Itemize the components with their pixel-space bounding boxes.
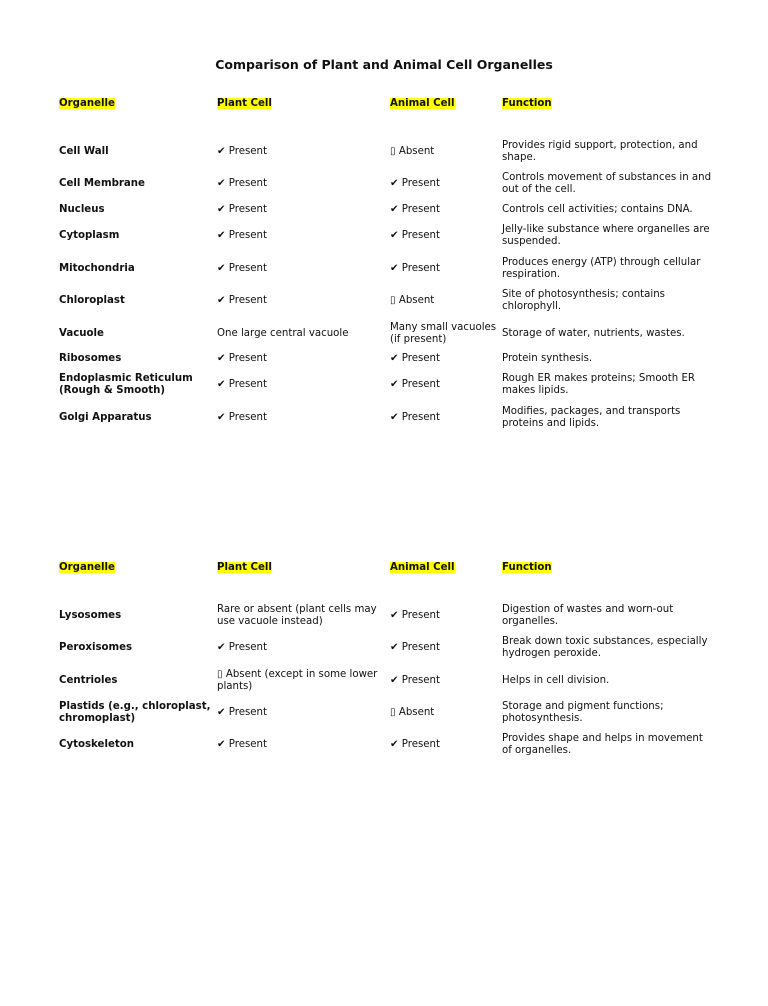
cell-plant: ✔ Present	[217, 706, 267, 718]
cell-plant: ▯ Absent (except in some lower plants)	[217, 668, 378, 692]
cell-plant: ✔ Present	[217, 352, 267, 364]
cell-function: Controls cell activities; contains DNA.	[502, 203, 693, 215]
table-row	[59, 170, 719, 198]
cell-function: Modifies, packages, and transports proteins and lipids.	[502, 405, 681, 429]
cell-organelle: Endoplasmic Reticulum (Rough & Smooth)	[59, 372, 193, 396]
cell-function: Digestion of wastes and worn-out organelles.	[502, 603, 674, 627]
table-row	[59, 699, 719, 727]
table-row	[59, 222, 719, 250]
cell-function: Protein synthesis.	[502, 352, 593, 364]
cell-animal: ✔ Present	[390, 177, 440, 189]
header-plant-cell: Plant Cell	[217, 561, 272, 573]
table-header-row	[59, 96, 719, 112]
cell-organelle: Golgi Apparatus	[59, 411, 152, 423]
table-row	[59, 351, 719, 367]
cell-animal: ✔ Present	[390, 738, 440, 750]
header-function: Function	[502, 561, 552, 573]
table-row	[59, 138, 719, 166]
cell-organelle: Cell Wall	[59, 145, 109, 157]
cell-animal: ✔ Present	[390, 378, 440, 390]
cell-function: Rough ER makes proteins; Smooth ER makes lipids.	[502, 372, 695, 396]
cell-plant: ✔ Present	[217, 229, 267, 241]
cell-function: Storage and pigment functions; photosynthesis.	[502, 700, 664, 724]
cell-animal: ✔ Present	[390, 352, 440, 364]
document-title: Comparison of Plant and Animal Cell Organelles	[215, 57, 553, 72]
cell-plant: ✔ Present	[217, 294, 267, 306]
cell-plant: ✔ Present	[217, 641, 267, 653]
cell-function: Site of photosynthesis; contains chlorophyll.	[502, 288, 665, 312]
header-function: Function	[502, 97, 552, 109]
cell-plant: Rare or absent (plant cells may use vacuole instead)	[217, 603, 377, 627]
cell-animal: ✔ Present	[390, 411, 440, 423]
cell-animal: ▯ Absent	[390, 706, 435, 718]
table-row	[59, 404, 719, 432]
cell-organelle: Chloroplast	[59, 294, 125, 306]
cell-animal: ✔ Present	[390, 203, 440, 215]
header-organelle: Organelle	[59, 561, 115, 573]
cell-organelle: Ribosomes	[59, 352, 122, 364]
table-row	[59, 731, 719, 759]
organelle-table-1	[59, 96, 719, 432]
cell-plant: ✔ Present	[217, 177, 267, 189]
cell-animal: ▯ Absent	[390, 294, 435, 306]
cell-plant: One large central vacuole	[217, 327, 349, 339]
cell-organelle: Cytoskeleton	[59, 738, 134, 750]
cell-organelle: Peroxisomes	[59, 641, 133, 653]
cell-organelle: Mitochondria	[59, 262, 135, 274]
cell-organelle: Vacuole	[59, 327, 104, 339]
cell-organelle: Cell Membrane	[59, 177, 145, 189]
cell-plant: ✔ Present	[217, 262, 267, 274]
cell-function: Jelly-like substance where organelles are suspended.	[502, 223, 710, 247]
cell-function: Provides shape and helps in movement of organelles.	[502, 732, 703, 756]
table-header-row	[59, 560, 719, 576]
organelle-table-2	[59, 560, 719, 759]
cell-organelle: Centrioles	[59, 674, 118, 686]
cell-animal: ✔ Present	[390, 641, 440, 653]
cell-function: Break down toxic substances, especially hydrogen peroxide.	[502, 635, 708, 659]
cell-organelle: Cytoplasm	[59, 229, 120, 241]
cell-plant: ✔ Present	[217, 411, 267, 423]
table-row	[59, 602, 719, 630]
cell-animal: Many small vacuoles (if present)	[390, 321, 497, 345]
cell-plant: ✔ Present	[217, 145, 267, 157]
header-organelle: Organelle	[59, 97, 115, 109]
table-row	[59, 287, 719, 315]
cell-animal: ✔ Present	[390, 229, 440, 241]
header-plant-cell: Plant Cell	[217, 97, 272, 109]
cell-function: Produces energy (ATP) through cellular respiration.	[502, 256, 701, 280]
cell-animal: ✔ Present	[390, 609, 440, 621]
cell-function: Provides rigid support, protection, and shape.	[502, 139, 698, 163]
cell-plant: ✔ Present	[217, 378, 267, 390]
table-row	[59, 202, 719, 218]
cell-function: Storage of water, nutrients, wastes.	[502, 327, 685, 339]
cell-animal: ✔ Present	[390, 674, 440, 686]
table-row	[59, 634, 719, 662]
cell-plant: ✔ Present	[217, 738, 267, 750]
header-animal-cell: Animal Cell	[390, 561, 455, 573]
cell-animal: ✔ Present	[390, 262, 440, 274]
cell-function: Helps in cell division.	[502, 674, 610, 686]
cell-organelle: Nucleus	[59, 203, 105, 215]
table-row	[59, 255, 719, 283]
cell-plant: ✔ Present	[217, 203, 267, 215]
table-row	[59, 667, 719, 695]
cell-animal: ▯ Absent	[390, 145, 435, 157]
cell-function: Controls movement of substances in and out of the cell.	[502, 171, 712, 195]
cell-organelle: Plastids (e.g., chloroplast, chromoplast)	[59, 700, 211, 724]
cell-organelle: Lysosomes	[59, 609, 122, 621]
table-row	[59, 320, 719, 348]
table-row	[59, 371, 719, 399]
header-animal-cell: Animal Cell	[390, 97, 455, 109]
